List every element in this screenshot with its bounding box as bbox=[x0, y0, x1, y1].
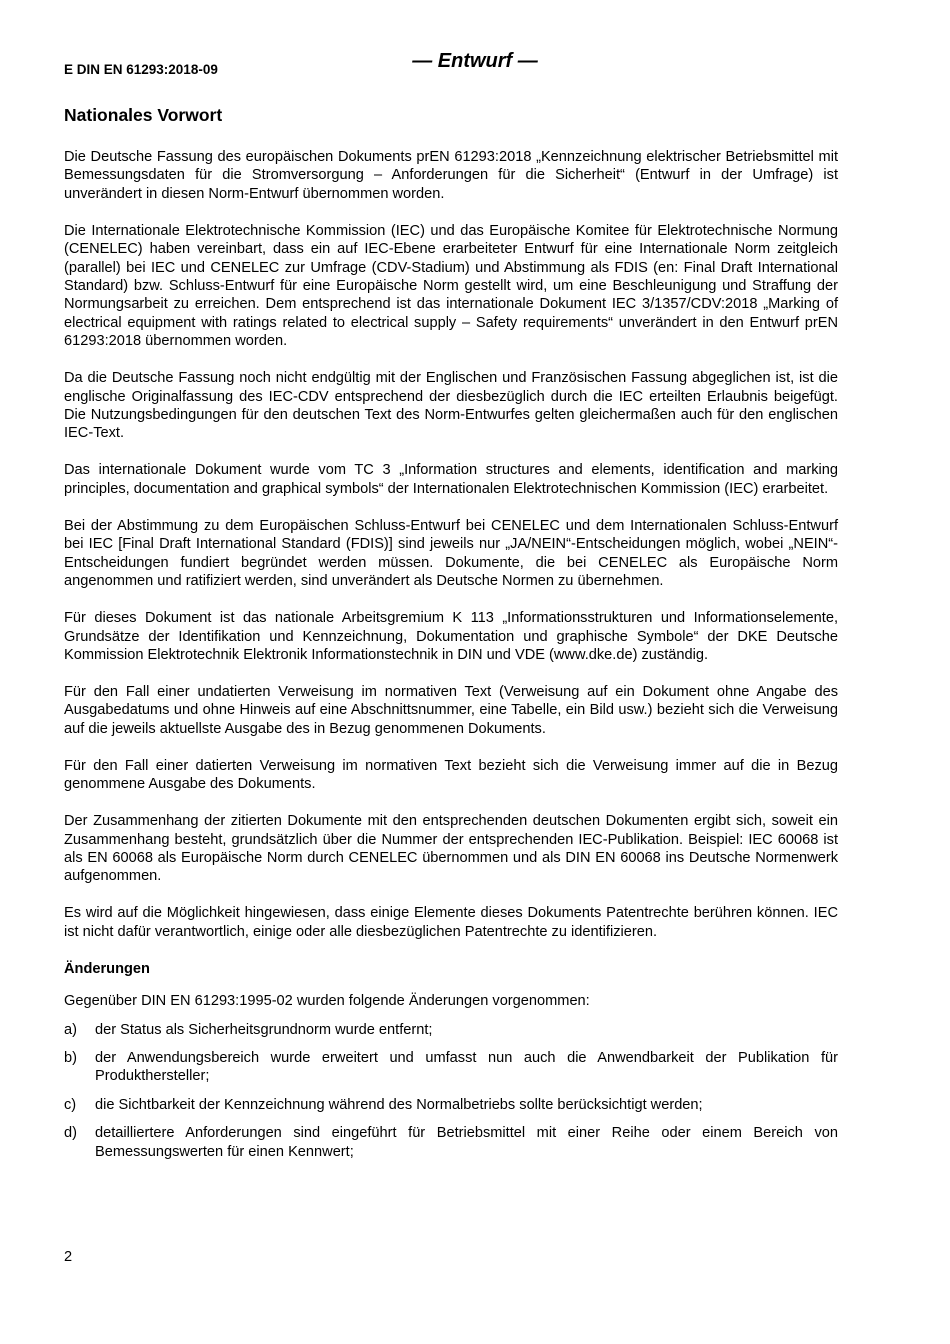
list-marker: a) bbox=[64, 1021, 77, 1038]
page-number: 2 bbox=[64, 1249, 73, 1265]
list-marker: d) bbox=[64, 1125, 77, 1142]
changes-title: Änderungen bbox=[64, 960, 150, 977]
changes-list bbox=[64, 1021, 838, 1161]
list-item-text: der Anwendungsbereich wurde erweitert und umfasst nun auch die Anwendbarkeit der Publikation für Produkthersteller; bbox=[95, 1049, 838, 1085]
paragraph: Für dieses Dokument ist das nationale Arbeitsgremium K 113 „Informationsstrukturen und Informationselemente, Grundsätze der Identifikation und Kennzeichnung, Dokumentation und graphische Symbole“ der DKE Deutsche Kommission Elektrotechnik Elektronik Informationstechnik in DIN und VDE (www.dke.de) zuständig. bbox=[64, 610, 838, 663]
changes-intro: Gegenüber DIN EN 61293:1995-02 wurden folgende Änderungen vorgenommen: bbox=[64, 993, 590, 1010]
list-item-text: detailliertere Anforderungen sind eingeführt für Betriebsmittel mit einer Reihe oder einem Bereich von Bemessungswerten für einen Kennwert; bbox=[95, 1125, 838, 1160]
section-title: Nationales Vorwort bbox=[64, 105, 223, 125]
paragraph: Da die Deutsche Fassung noch nicht endgültig mit der Englischen und Französischen Fassung abgeglichen ist, ist die englische Originalfassung des IEC-CDV entsprechend der diesbezüglich durch die IEC erteilten Erlaubnis beigefügt. Die Nutzungsbedingungen für den deutschen Text des Norm-Entwurfes gelten gleichermaßen auch für den englischen IEC-Text. bbox=[64, 370, 838, 442]
list-item-text: der Status als Sicherheitsgrundnorm wurde entfernt; bbox=[95, 1021, 433, 1038]
list-marker: b) bbox=[64, 1049, 77, 1066]
paragraph: Das internationale Dokument wurde vom TC 3 „Information structures and elements, identification and marking principles, documentation and graphical symbols“ der Internationalen Elektrotechnischen Kommission (IEC) erarbeitet. bbox=[64, 462, 838, 497]
list-item bbox=[64, 1021, 838, 1039]
draft-mark: — Entwurf — bbox=[412, 50, 538, 72]
list-item bbox=[64, 1124, 838, 1161]
paragraph: Die Deutsche Fassung des europäischen Dokuments prEN 61293:2018 „Kennzeichnung elektrischer Betriebsmittel mit Bemessungsdaten für die Stromversorgung – Anforderungen für die Sicherheit“ (Entwurf in der Umfrage) ist unverändert in diesen Norm-Entwurf übernommen worden. bbox=[64, 149, 838, 202]
list-item-text: die Sichtbarkeit der Kennzeichnung während des Normalbetriebs sollte berücksichtigt werden; bbox=[95, 1096, 703, 1113]
list-marker: c) bbox=[64, 1096, 77, 1113]
list-item bbox=[64, 1049, 838, 1086]
paragraph: Bei der Abstimmung zu dem Europäischen Schluss-Entwurf bei CENELEC und dem Internationalen Schluss-Entwurf bei IEC [Final Draft International Standard (FDIS)] sind jeweils nur „JA/NEIN“-Entscheidungen möglich, wobei „NEIN“-Entscheidungen fundiert begründet werden müssen. Dokumente, die bei CENELEC als Europäische Norm angenommen und ratifiziert werden, sind unverändert als Deutsche Normen zu übernehmen. bbox=[64, 517, 838, 590]
paragraph: Für den Fall einer undatierten Verweisung im normativen Text (Verweisung auf ein Dokument ohne Angabe des Ausgabedatums und ohne Hinweis auf eine Abschnittsnummer, eine Tabelle, ein Bild usw.) bezieht sich die Verweisung auf die jeweils aktuellste Ausgabe des in Bezug genommenen Dokuments. bbox=[64, 683, 838, 737]
page-content bbox=[64, 104, 838, 1171]
paragraph: Die Internationale Elektrotechnische Kommission (IEC) und das Europäische Komitee für Elektrotechnische Normung (CENELEC) haben vereinbart, dass ein auf IEC-Ebene erarbeiteter Entwurf für eine Internationale Norm zeitgleich (parallel) bei IEC und CENELEC zur Umfrage (CDV-Stadium) und Abstimmung als FDIS (en: Final Draft International Standard) bzw. Schluss-Entwurf für eine Europäische Norm gestellt wird, um eine Beschleunigung und Straffung der Normungsarbeit zu erreichen. Dem entsprechend ist das internationale Dokument IEC 3/1357/CDV:2018 „Marking of electrical equipment with ratings related to electrical supply – Safety requirements“ unverändert in den Entwurf prEN 61293:2018 übernommen worden. bbox=[64, 222, 838, 350]
paragraph: Der Zusammenhang der zitierten Dokumente mit den entsprechenden deutschen Dokumenten ergibt sich, soweit ein Zusammenhang besteht, grundsätzlich über die Nummer der entsprechenden IEC-Publikation. Beispiel: IEC 60068 ist als EN 60068 als Europäische Norm durch CENELEC übernommen und als DIN EN 60068 ins Deutsche Normenwerk aufgenommen. bbox=[64, 813, 838, 885]
paragraph: Es wird auf die Möglichkeit hingewiesen, dass einige Elemente dieses Dokuments Patentrechte berühren können. IEC ist nicht dafür verantwortlich, einige oder alle diesbezüglichen Patentrechte zu identifizieren. bbox=[64, 905, 838, 940]
list-item bbox=[64, 1096, 838, 1114]
document-id: E DIN EN 61293:2018-09 bbox=[64, 62, 218, 77]
paragraph: Für den Fall einer datierten Verweisung im normativen Text bezieht sich die Verweisung immer auf die in Bezug genommene Ausgabe des Dokuments. bbox=[64, 757, 838, 793]
